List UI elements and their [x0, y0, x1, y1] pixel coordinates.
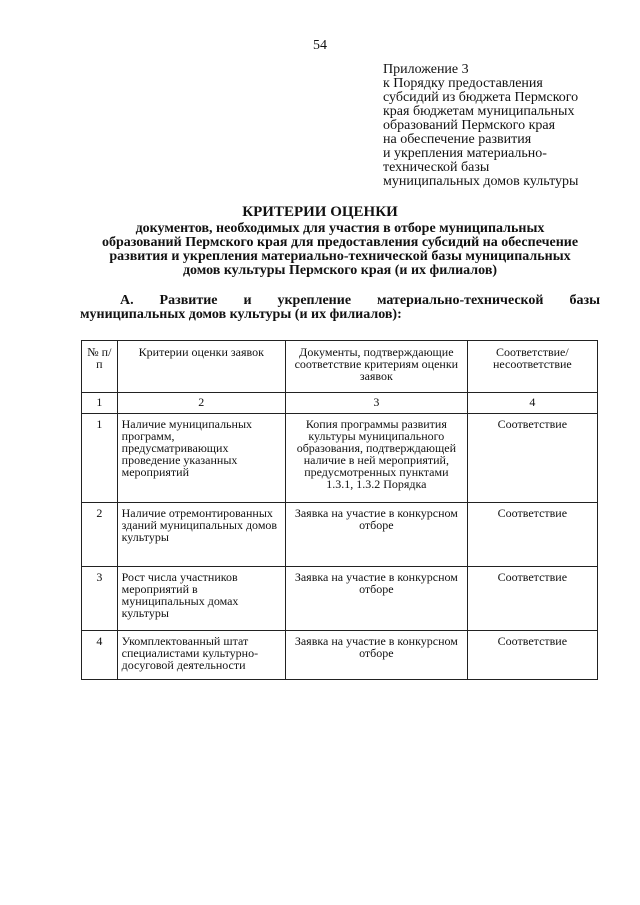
appendix-line: и укрепления материально-: [383, 146, 547, 161]
subheading-line: развития и укрепления материально-технической базы муниципальных: [109, 249, 571, 264]
table-row: [82, 503, 598, 567]
appendix-line: к Порядку предоставления: [383, 76, 543, 91]
appendix-line: на обеспечение развития: [383, 132, 532, 147]
appendix-block: [383, 63, 623, 189]
table-row: [82, 631, 598, 680]
row-num: 1: [82, 414, 118, 503]
appendix-line: края бюджетам муниципальных: [383, 104, 575, 119]
row-criteria: Укомплектованный штат специалистами культурно-досуговой деятельности: [117, 631, 285, 680]
row-match: Соответствие: [467, 503, 597, 567]
table-row: [82, 567, 598, 631]
row-documents: Заявка на участие в конкурсном отборе: [285, 631, 467, 680]
row-num: 4: [82, 631, 118, 680]
appendix-line: Приложение 3: [383, 62, 469, 77]
document-heading: КРИТЕРИИ ОЦЕНКИ: [242, 204, 398, 220]
subheading-line: образований Пермского края для предоставления субсидий на обеспечение: [101, 235, 579, 250]
row-documents: Заявка на участие в конкурсном отборе: [285, 503, 467, 567]
section-title-line: А. Развитие и укрепление материально-технической базы: [120, 293, 600, 308]
index-cell: 3: [285, 393, 467, 414]
table-header-row: [82, 341, 598, 393]
appendix-line: технической базы: [383, 160, 490, 175]
index-cell: 4: [467, 393, 597, 414]
header-criteria: Критерии оценки заявок: [117, 341, 285, 393]
table-index-row: [82, 393, 598, 414]
index-cell: 1: [82, 393, 118, 414]
row-documents: Копия программы развития культуры муниципального образования, подтверждающей наличие в ней мероприятий, предусмотренных пунктами 1.3.1, 1.3.2 Порядка: [285, 414, 467, 503]
page-number: 54: [313, 38, 327, 53]
subheading-line: документов, необходимых для участия в отборе муниципальных: [135, 221, 545, 236]
row-criteria: Наличие муниципальных программ, предусматривающих проведение указанных мероприятий: [117, 414, 285, 503]
row-criteria: Рост числа участников мероприятий в муниципальных домах культуры: [117, 567, 285, 631]
row-match: Соответствие: [467, 414, 597, 503]
criteria-table: [81, 340, 598, 680]
header-num: № п/п: [82, 341, 118, 393]
section-title: [80, 294, 600, 322]
row-match: Соответствие: [467, 631, 597, 680]
row-num: 3: [82, 567, 118, 631]
section-title-line: муниципальных домов культуры (и их филиалов):: [80, 307, 402, 322]
appendix-line: субсидий из бюджета Пермского: [383, 90, 579, 105]
row-num: 2: [82, 503, 118, 567]
appendix-line: образований Пермского края: [383, 118, 556, 133]
row-documents: Заявка на участие в конкурсном отборе: [285, 567, 467, 631]
appendix-line: муниципальных домов культуры: [383, 174, 579, 189]
subheading-line: домов культуры Пермского края (и их филиалов): [182, 263, 498, 278]
row-criteria: Наличие отремонтированных зданий муниципальных домов культуры: [117, 503, 285, 567]
row-match: Соответствие: [467, 567, 597, 631]
header-documents: Документы, подтверждающие соответствие критериям оценки заявок: [285, 341, 467, 393]
document-subheading: [80, 222, 600, 278]
index-cell: 2: [117, 393, 285, 414]
header-match: Соответствие/ несоответствие: [467, 341, 597, 393]
table-row: [82, 414, 598, 503]
